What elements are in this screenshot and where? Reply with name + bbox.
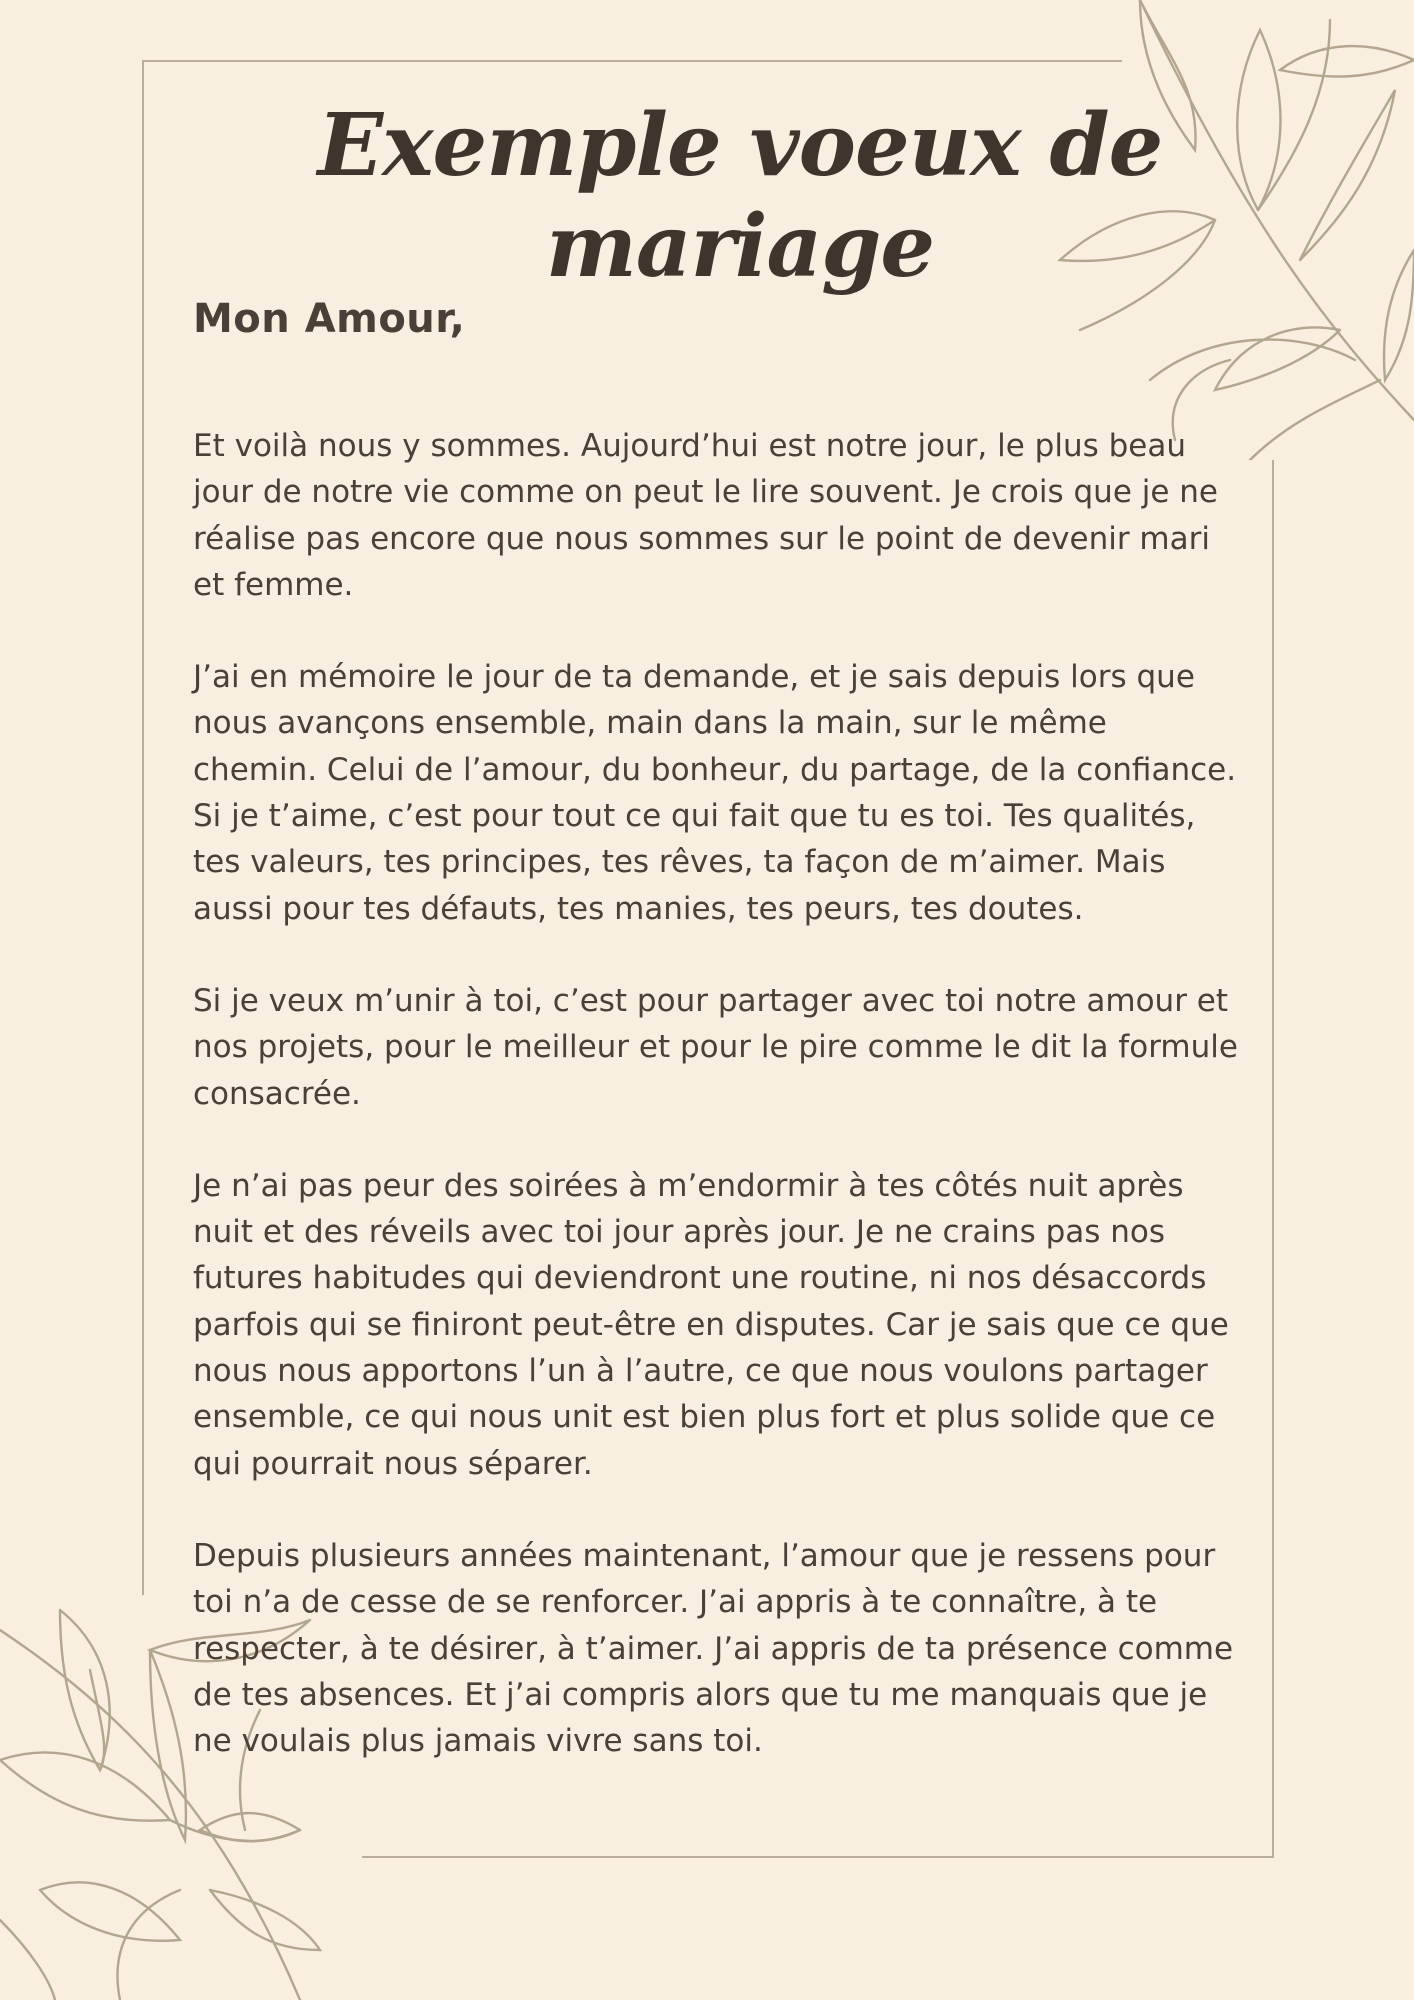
- paragraph: Depuis plusieurs années maintenant, l’amour que je ressens pour toi n’a de cesse de se renforcer. J’ai appris à te connaître, à te respecter, à te désirer, à t’aimer. J’ai appris de ta présence comme de tes absences. Et j’ai compris alors que tu me manquais que je ne voulais plus jamais vivre sans toi.: [193, 1537, 1234, 1760]
- frame-right-line: [1272, 460, 1274, 1857]
- paragraph: Si je veux m’unir à toi, c’est pour partager avec toi notre amour et nos projets, pour le meilleur et pour le pire comme le dit la formule consacrée.: [193, 982, 1238, 1112]
- letter-body: [193, 423, 1238, 1764]
- paragraph: Et voilà nous y sommes. Aujourd’hui est notre jour, le plus beau jour de notre vie comme on peut le lire souvent. Je crois que je ne réalise pas encore que nous sommes sur le point de devenir mari et femme.: [193, 428, 1218, 603]
- greeting: Mon Amour,: [193, 296, 466, 342]
- frame-bottom-line: [362, 1856, 1274, 1858]
- paragraph: Je n’ai pas peur des soirées à m’endormir à tes côtés nuit après nuit et des réveils avec toi jour après jour. Je ne crains pas nos futures habitudes qui deviendront une routine, ni nos désaccords parfois qui se finiront peut-être en disputes. Car je sais que ce que nous nous apportons l’un à l’autre, ce que nous voulons partager ensemble, ce qui nous unit est bien plus fort et plus solide que ce qui pourrait nous séparer.: [193, 1167, 1229, 1482]
- paragraph: Si je t’aime, c’est pour tout ce qui fait que tu es toi. Tes qualités, tes valeurs, tes principes, tes rêves, ta façon de m’aimer. Mais aussi pour tes défauts, tes manies, tes peurs, tes doutes.: [193, 798, 1196, 927]
- frame-top-line: [142, 60, 1122, 62]
- page-title: Exemple voeux de mariage: [317, 95, 1163, 297]
- paragraph: J’ai en mémoire le jour de ta demande, et je sais depuis lors que nous avançons ensemble, main dans la main, sur le même chemin. Celui de l’amour, du bonheur, du partage, de la confiance.: [193, 659, 1237, 788]
